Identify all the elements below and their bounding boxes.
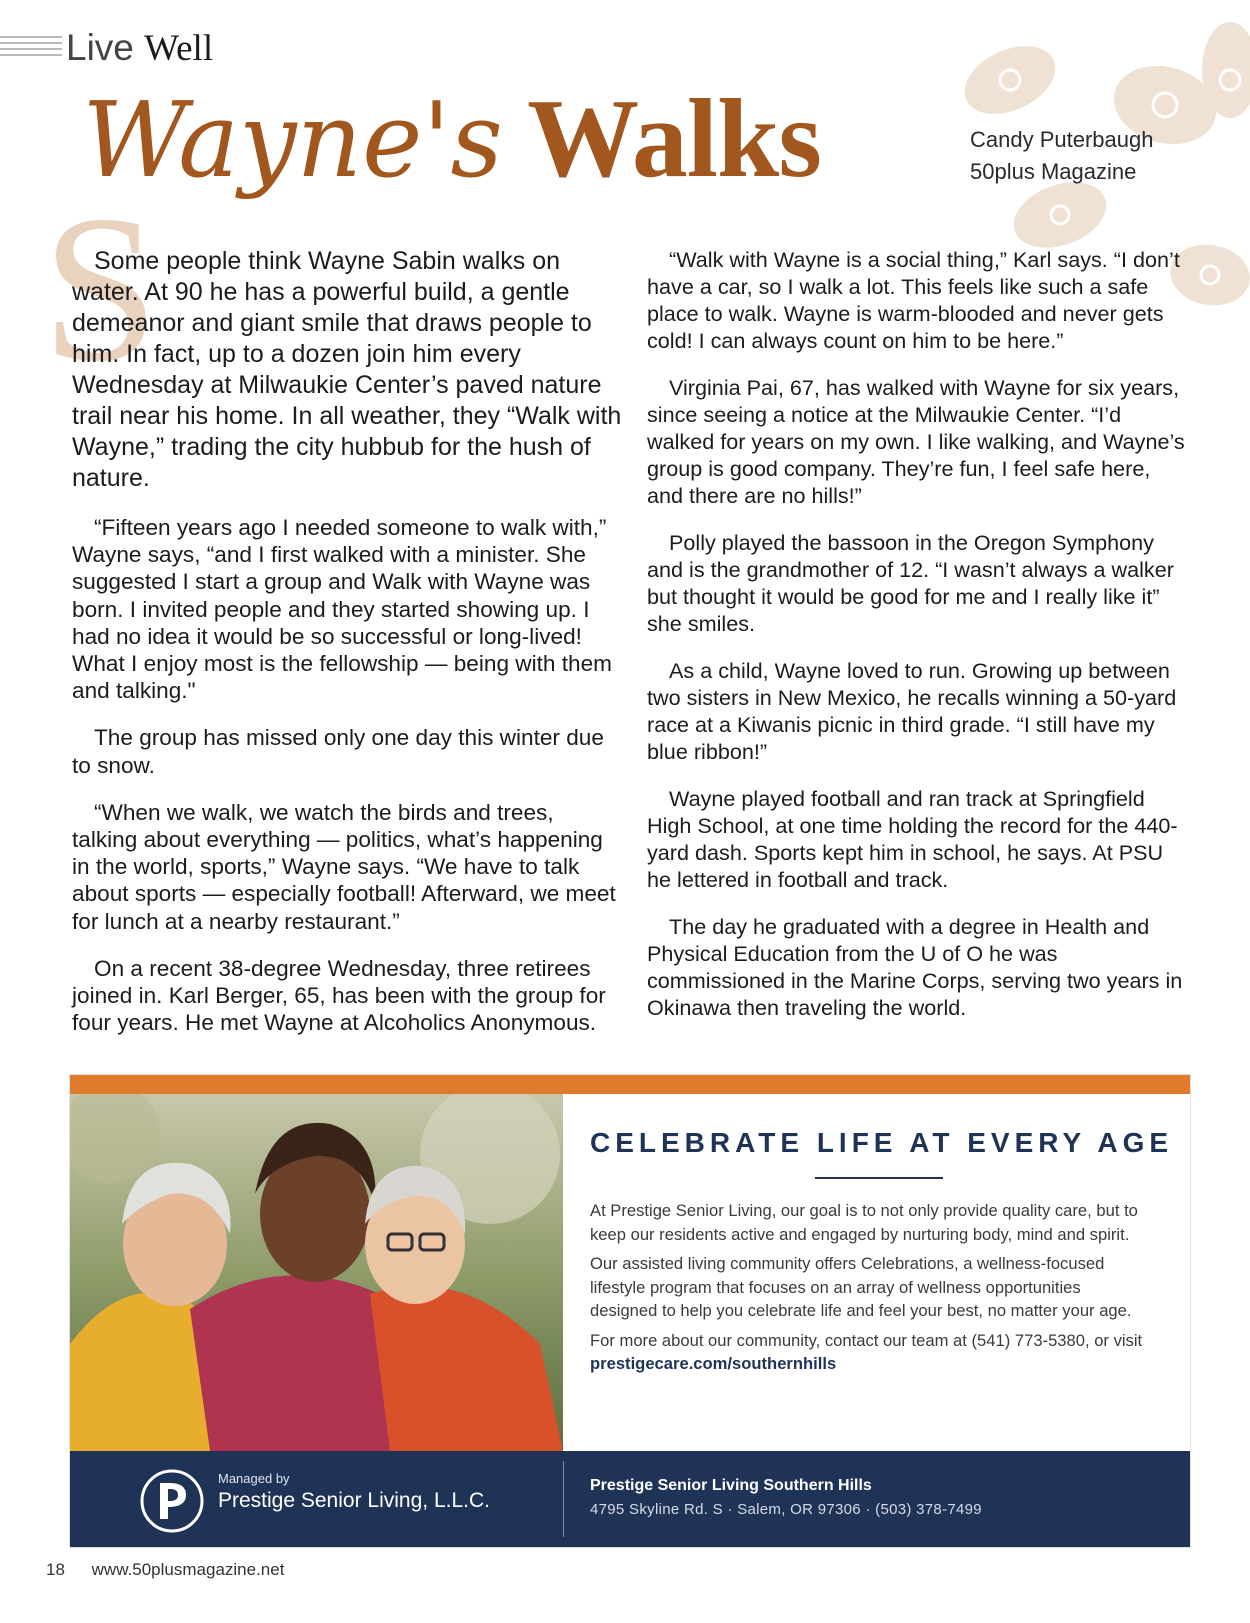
article-column-right [647,246,1187,1041]
article-paragraph: On a recent 38-degree Wednesday, three retirees joined in. Karl Berger, 65, has been with the group for four years. He met Wayne at Alcoholics Anonymous. [72,955,606,1036]
byline [970,124,1153,188]
advertisement[interactable] [70,1075,1190,1547]
article-paragraph: The group has missed only one day this winter due to snow. [72,725,604,778]
ad-company-name: Prestige Senior Living, L.L.C. [218,1489,490,1512]
article-column-left [72,246,624,1056]
title-bold-word: Walks [527,77,821,201]
page-footer [46,1560,306,1580]
article-paragraph: Wayne played football and ran track at Springfield High School, at one time holding the record for the 440-yard dash. Sports kept him in school, he says. At PSU he lettered in football and track. [647,786,1178,892]
article-paragraph: “Fifteen years ago I needed someone to walk with,” Wayne says, “and I first walked with a minister. She suggested I start a group and Walk with Wayne was born. I invited people and they started showing up. I had no idea it would be so successful or long-lived! What I enjoy most is the fellowship — being with them and talking." [72,515,612,704]
title-script-word: Wayne's [82,79,503,201]
article-paragraph: The day he graduated with a degree in Health and Physical Education from the U of O he was commissioned in the Marine Corps, serving two years in Okinawa then traveling the world. [647,914,1183,1020]
page-number: 18 [46,1560,65,1579]
ad-paragraph: Our assisted living community offers Celebrations, a wellness-focused lifestyle program that focuses on an array of wellness opportunities designed to help you celebrate life and feel your best, no matter your age. [590,1254,1132,1320]
ad-contact-text: For more about our community, contact our team at (541) 773-5380, or visit [590,1330,1143,1350]
prestige-logo-icon [140,1469,204,1533]
section-label-well: Well [144,28,214,69]
ad-community-name: Prestige Senior Living Southern Hills [590,1477,872,1494]
ad-managed-by: Managed by [218,1471,290,1486]
byline-publication: 50plus Magazine [970,159,1137,184]
article-paragraph: Polly played the bassoon in the Oregon Symphony and is the grandmother of 12. “I wasn’t always a walker but thought it would be good for me and I really like it” she smiles. [647,530,1174,636]
ad-body [590,1199,1150,1382]
footer-website-link[interactable]: www.50plusmagazine.net [91,1560,285,1579]
ad-accent-bar [70,1075,1190,1094]
section-label-live: Live [66,27,134,68]
ad-footer-divider [563,1461,564,1537]
article-paragraph: “Walk with Wayne is a social thing,” Karl says. “I don’t have a car, so I walk a lot. This feels like such a safe place to walk. Wayne is warm-blooded and never gets cold! I can always count on him to be here.” [647,247,1180,353]
article-title [78,64,821,234]
article-paragraph: Some people think Wayne Sabin walks on water. At 90 he has a powerful build, a gentle demeanor and giant smile that draws people to him. In fact, up to a dozen join him every Wednesday at Milwaukie Center’s paved nature trail near his home. In all weather, they “Walk with Wayne,” trading the city hubbub for the hush of nature. [72,247,622,492]
ad-footer-band [70,1451,1190,1547]
ad-headline: CELEBRATE LIFE AT EVERY AGE [590,1127,1174,1158]
article-paragraph: “When we walk, we watch the birds and trees, talking about everything — politics, what’s happening in the world, sports,” Wayne says. “We have to talk about sports — especially football! Afterward, we meet for lunch at a nearby restaurant.” [72,799,616,934]
ad-paragraph: At Prestige Senior Living, our goal is to not only provide quality care, but to keep our residents active and engaged by nurturing body, mind and spirit. [590,1201,1138,1244]
ad-website-link[interactable]: prestigecare.com/southernhills [590,1354,837,1373]
ad-headline-rule [815,1177,943,1179]
ad-address: 4795 Skyline Rd. S · Salem, OR 97306 · (503) 378-7499 [590,1501,982,1518]
article-paragraph: Virginia Pai, 67, has walked with Wayne for six years, since seeing a notice at the Milwaukie Center. “I’d walked for years on my own. I like walking, and Wayne’s group is good company. They’re fun, I feel safe here, and there are no hills!” [647,375,1185,508]
ad-contact-paragraph [590,1329,1150,1376]
drop-cap: S [42,173,159,405]
section-rule-lines [0,36,62,60]
article-paragraph: As a child, Wayne loved to run. Growing up between two sisters in New Mexico, he recalls winning a 50-yard race at a Kiwanis picnic in third grade. “I still have my blue ribbon!” [647,658,1177,764]
byline-author: Candy Puterbaugh [970,127,1154,152]
ad-photo-three-women [70,1094,563,1451]
